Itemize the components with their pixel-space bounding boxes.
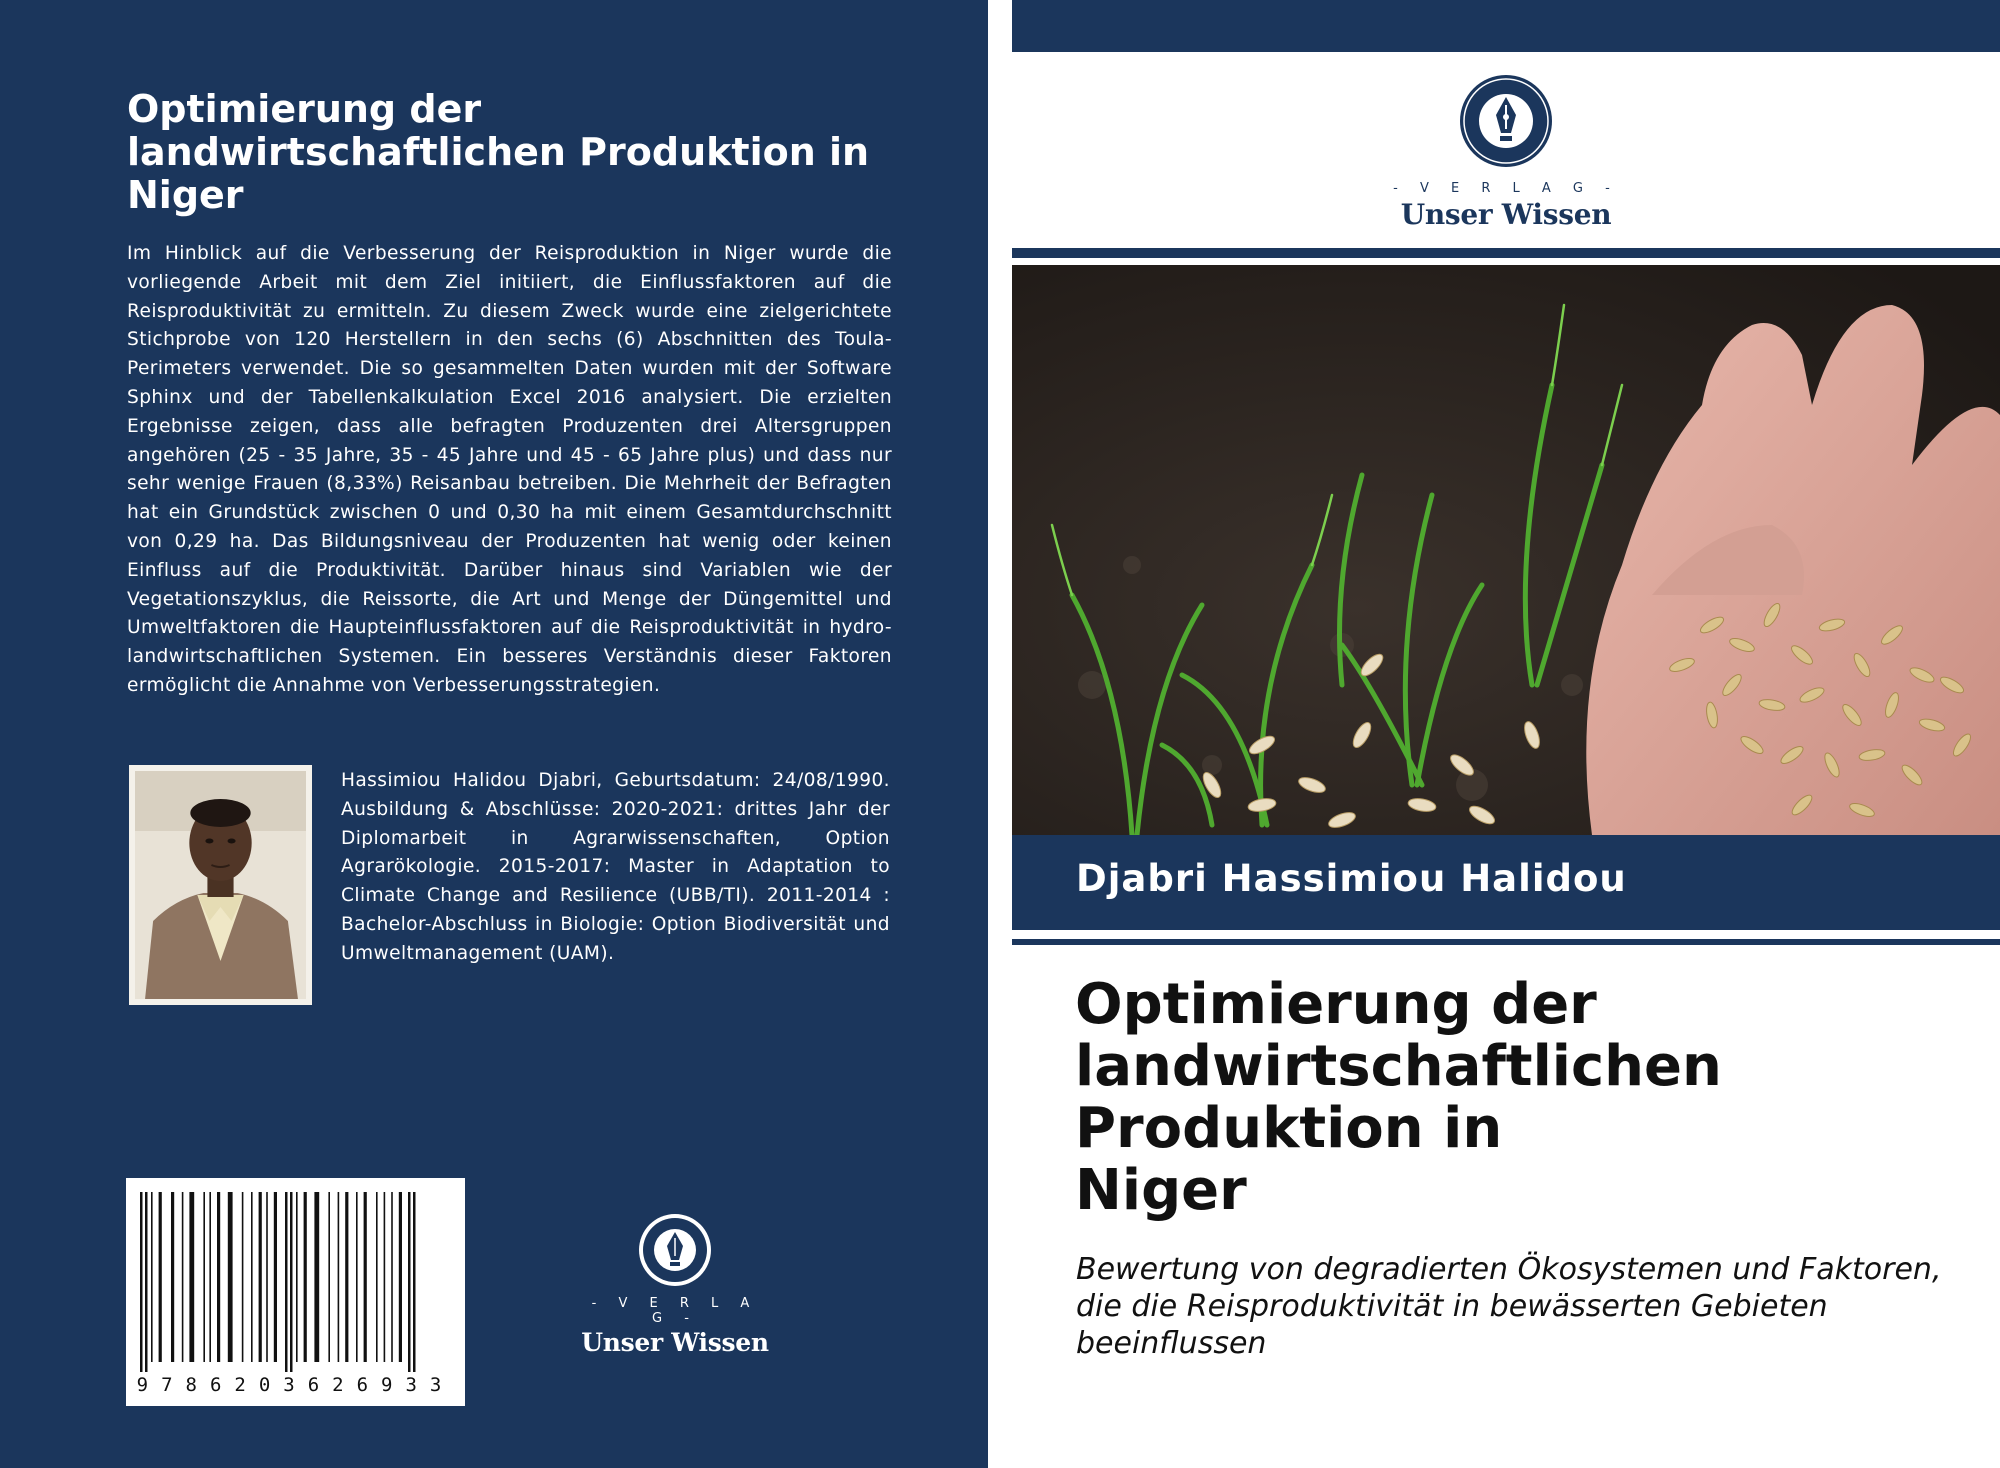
- barcode-bars: [136, 1192, 456, 1378]
- barcode-bar: [328, 1192, 330, 1362]
- barcode-bar: [345, 1192, 348, 1362]
- photo-top-rule: [1012, 248, 2000, 258]
- isbn-barcode: [126, 1178, 465, 1406]
- front-author-name: Djabri Hassimiou Halidou: [1076, 857, 1627, 900]
- barcode-bar: [376, 1192, 378, 1362]
- front-cover: [1012, 0, 2000, 1468]
- barcode-bar: [189, 1192, 194, 1362]
- barcode-bar: [209, 1192, 211, 1362]
- barcode-bar: [274, 1192, 277, 1362]
- front-title-line: Niger: [1075, 1158, 1247, 1223]
- barcode-bar: [140, 1192, 143, 1378]
- barcode-bar: [266, 1192, 268, 1362]
- barcode-bar: [159, 1192, 162, 1362]
- barcode-bar: [399, 1192, 402, 1362]
- front-title-line: Optimierung der: [1075, 972, 1597, 1037]
- barcode-bar: [182, 1192, 184, 1362]
- barcode-bar: [203, 1192, 205, 1362]
- back-cover: [0, 0, 988, 1468]
- barcode-bar: [413, 1192, 416, 1378]
- barcode-bar: [228, 1192, 233, 1362]
- barcode-bar: [242, 1192, 244, 1362]
- author-photo: [129, 765, 312, 1005]
- publisher-logo-front: [1384, 73, 1628, 231]
- publisher-seal-icon: [1458, 73, 1554, 169]
- barcode-bar: [384, 1192, 386, 1362]
- publisher-name: Unser Wissen: [1400, 198, 1612, 231]
- barcode-bar: [151, 1192, 153, 1362]
- barcode-bar: [171, 1192, 174, 1362]
- back-cover-title: Optimierung der landwirtschaftlichen Produktion in Niger: [127, 87, 870, 217]
- back-cover-abstract: Im Hinblick auf die Verbesserung der Reisproduktion in Niger wurde die vorliegende Arbeit mit dem Ziel initiiert, die Einflussfaktoren auf die Reisproduktivität zu ermitteln. Zu diesem Zweck wurde eine zielgerichtete Stichprobe von 120 Herstellern in den sechs (6) Abschnitten des Toula-Perimeters verwendet. Die so gesammelten Daten wurden mit der Software Sphinx und der Tabellenkalkulation Excel 2016 analysiert. Die erzielten Ergebnisse zeigen, dass alle befragten Produzenten drei Altersgruppen angehören (25 - 35 Jahre, 35 - 45 Jahre und 45 - 65 Jahre plus) und dass nur sehr wenige Frauen (8,33%) Reisanbau betreiben. Die Mehrheit der Befragten hat ein Grundstück zwischen 0 und 0,30 ha mit einem Gesamtdurchschnitt von 0,29 ha. Das Bildungsniveau der Produzenten hat wenig oder keinen Einfluss auf die Produktivität. Darüber hinaus sind Variablen wie der Vegetationszyklus, die Reissorte, die Art und Menge der Düngemittel und Umweltfaktoren die Haupteinflussfaktoren auf die Reisproduktivität in hydro-landwirtschaftlichen Systemen. Ein besseres Verständnis dieser Faktoren ermöglicht die Annahme von Verbesserungsstrategien.: [127, 243, 892, 696]
- author-bio: Hassimiou Halidou Djabri, Geburtsdatum: 24/08/1990. Ausbildung & Abschlüsse: 2020-2021: drittes Jahr der Diplomarbeit in Agrarwissenschaften, Option Agrarökologie. 2015-2017: Master in Adaptation to Climate Change and Resilience (UBB/TI). 2011-2014 : Bachelor-Abschluss in Biologie: Option Biodiversität und Umweltmanagement (UAM).: [341, 770, 890, 964]
- author-portrait-image: [135, 771, 306, 999]
- front-title-line: landwirtschaftlichen: [1075, 1034, 1722, 1099]
- publisher-verlag-label: - V E R L A G -: [1393, 181, 1619, 196]
- barcode-bar: [364, 1192, 367, 1362]
- barcode-bar: [356, 1192, 358, 1362]
- barcode-bar: [285, 1192, 288, 1378]
- rice-seedlings-image: [1012, 265, 2000, 835]
- barcode-bar: [251, 1192, 253, 1362]
- barcode-bar: [296, 1192, 298, 1362]
- front-top-bar: [1012, 0, 2000, 52]
- front-title-line: Produktion in: [1075, 1096, 1503, 1161]
- barcode-bar: [408, 1192, 411, 1378]
- cover-photo-rice-seedlings: [1012, 265, 2000, 835]
- author-bottom-rule: [1012, 939, 2000, 945]
- barcode-bar: [290, 1192, 293, 1378]
- barcode-bar: [391, 1192, 393, 1362]
- barcode-bar: [145, 1192, 148, 1378]
- front-cover-title: [1075, 974, 1975, 1222]
- publisher-verlag-label: - V E R L A G -: [591, 1296, 759, 1326]
- barcode-bar: [304, 1192, 307, 1362]
- publisher-seal-icon: [637, 1212, 713, 1288]
- barcode-bar: [259, 1192, 262, 1362]
- publisher-logo-back: [580, 1212, 770, 1357]
- barcode-bar: [314, 1192, 319, 1362]
- barcode-bar: [338, 1192, 340, 1362]
- author-band: [1012, 835, 2000, 930]
- isbn-digits: 9786203626933: [126, 1372, 465, 1398]
- front-cover-subtitle: Bewertung von degradierten Ökosystemen und Faktoren, die die Reisproduktivität in bewässerten Gebieten beeinflussen: [1076, 1252, 1942, 1361]
- publisher-name: Unser Wissen: [581, 1328, 769, 1357]
- barcode-bar: [217, 1192, 220, 1362]
